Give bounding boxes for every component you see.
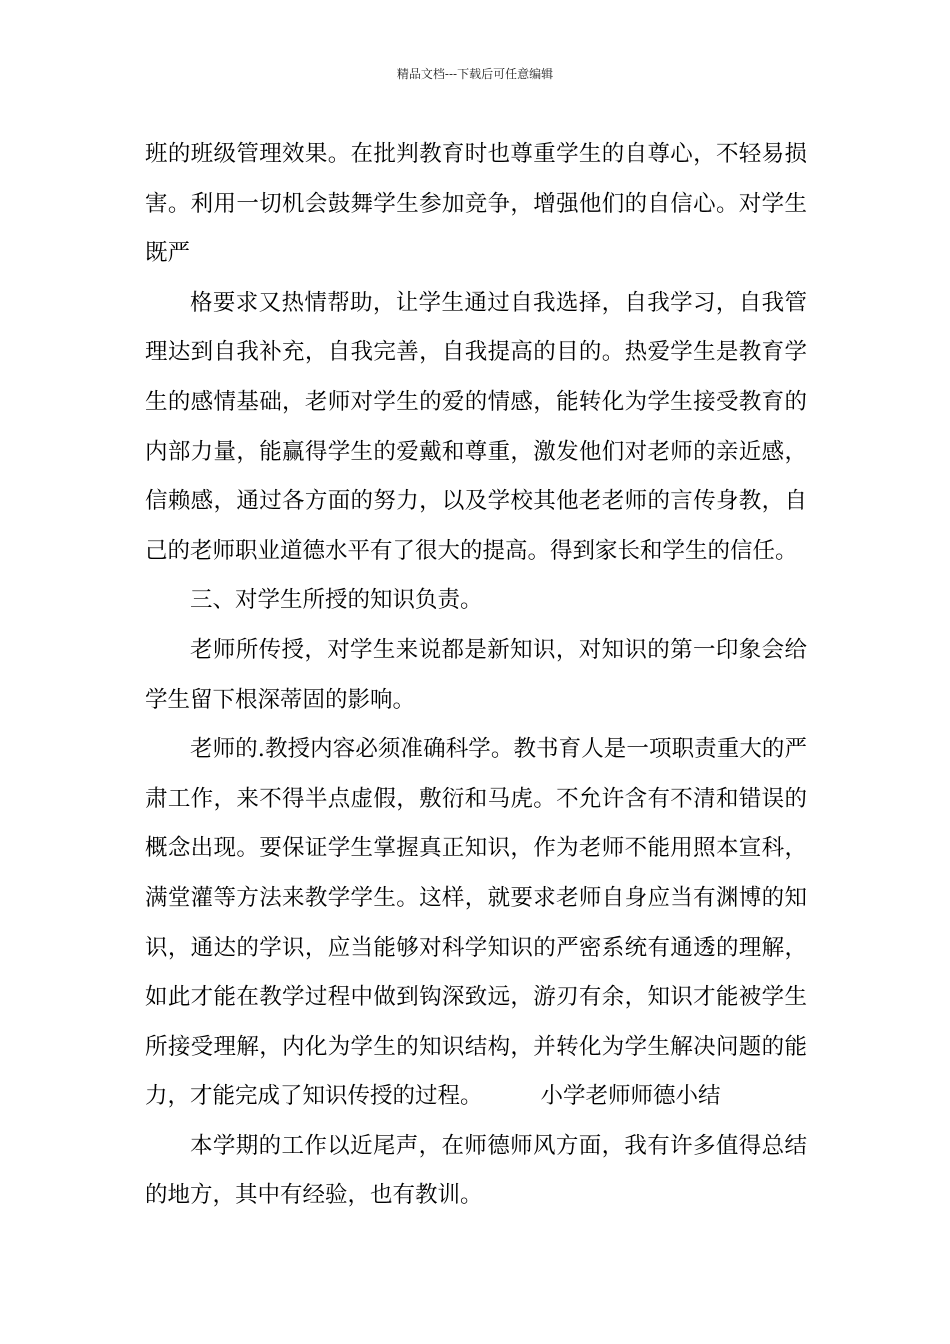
- article-title: 小学老师师德小结: [540, 1083, 721, 1110]
- paragraph-3: 老师所传授，对学生来说都是新知识，对知识的第一印象会给学生留下根深蒂固的影响。: [145, 636, 807, 713]
- paragraph-1: 班的班级管理效果。在批判教育时也尊重学生的自尊心，不轻易损害。利用一切机会鼓舞学生参加竞争，增强他们的自信心。对学生既严: [145, 141, 807, 267]
- section-heading: 三、对学生所授的知识负责。: [190, 587, 483, 614]
- paragraph-4-text: 老师的.教授内容必须准确科学。教书育人是一项职责重大的严肃工作，来不得半点虚假，敷衍和马虎。不允许含有不清和错误的概念出现。要保证学生掌握真正知识，作为老师不能用照本宣科，满堂灌等方法来教学学生。这样，就要求老师自身应当有渊博的知识，通达的学识，应当能够对科学知识的严密系统有通透的理解，如此才能在教学过程中做到钩深致远，游刃有余，知识才能被学生所接受理解，内化为学生的知识结构，并转化为学生解决问题的能力，才能完成了知识传授的过程。: [145, 736, 807, 1110]
- document-body: [145, 130, 807, 1221]
- paragraph-5: 本学期的工作以近尾声，在师德师风方面，我有许多值得总结的地方，其中有经验，也有教训。: [145, 1132, 807, 1209]
- page-header: 精品文档---下载后可任意编辑: [396, 67, 554, 81]
- paragraph-4: [145, 725, 807, 1122]
- paragraph-2: 格要求又热情帮助，让学生通过自我选择，自我学习，自我管理达到自我补充，自我完善，自我提高的目的。热爱学生是教育学生的感情基础，老师对学生的爱的情感，能转化为学生接受教育的内部力量，能赢得学生的爱戴和尊重，激发他们对老师的亲近感，信赖感，通过各方面的努力，以及学校其他老老师的言传身教，自己的老师职业道德水平有了很大的提高。得到家长和学生的信任。: [145, 289, 807, 564]
